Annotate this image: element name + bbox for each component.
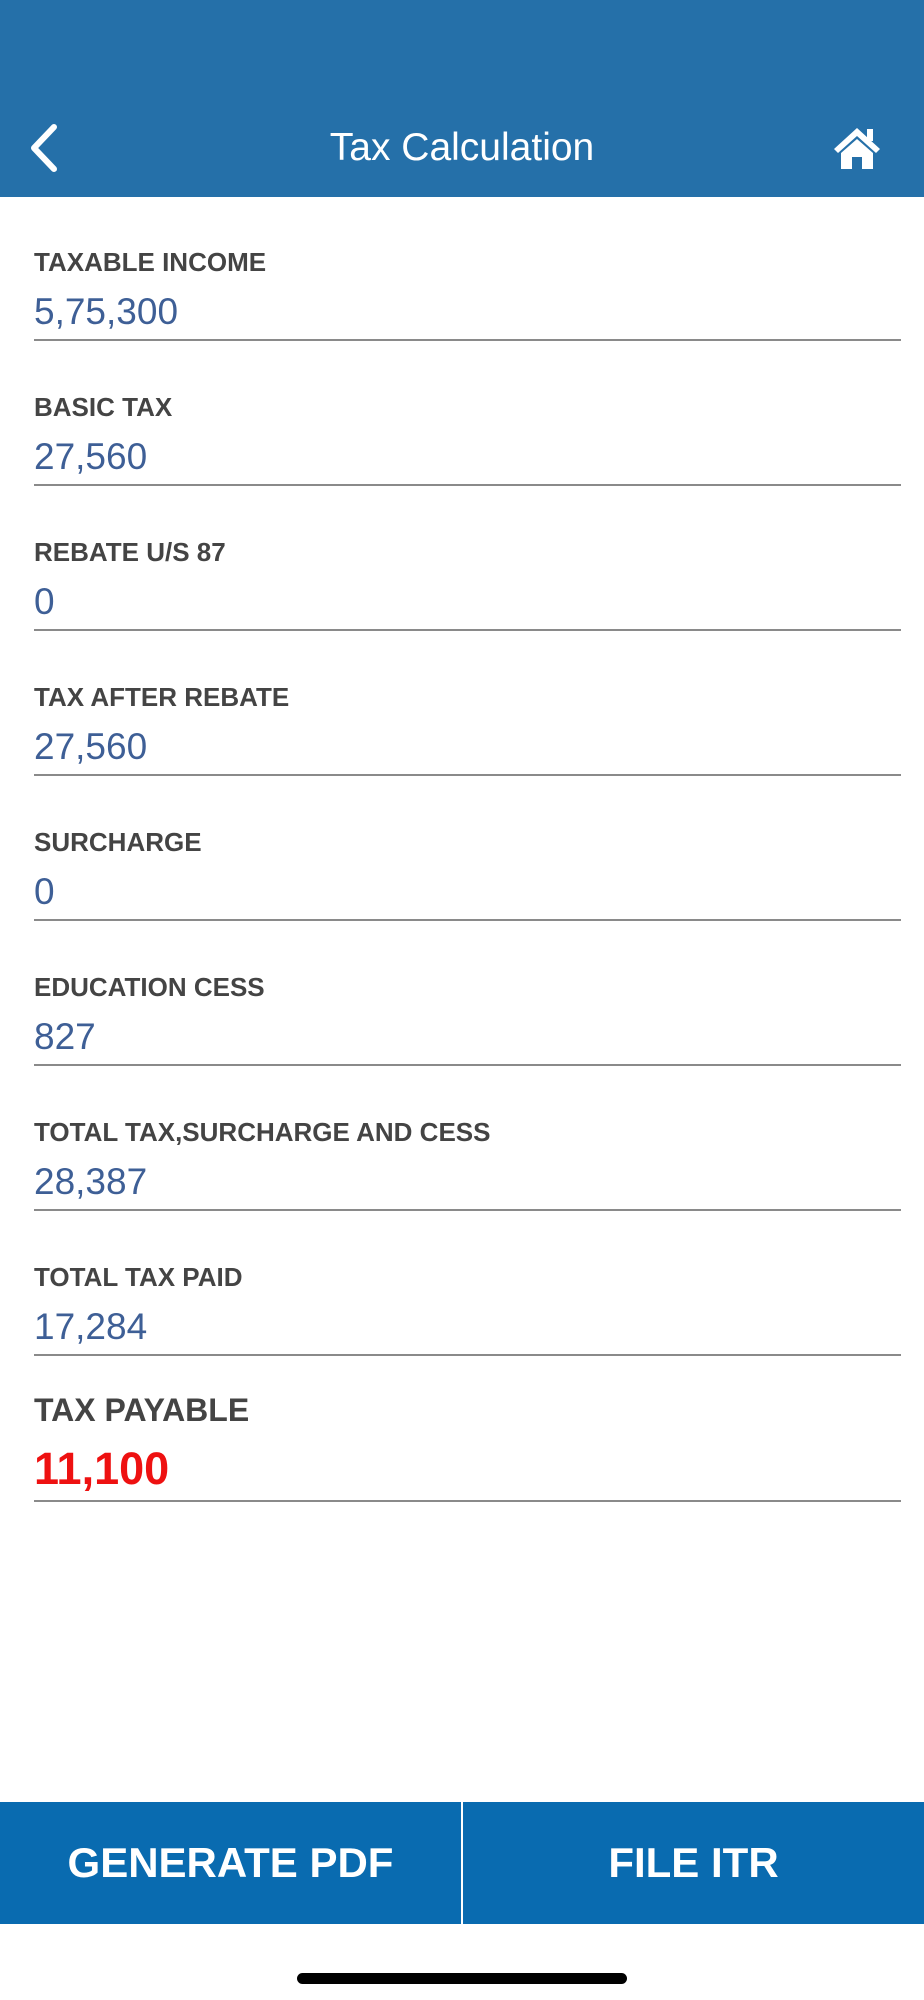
field-tax-after-rebate — [34, 632, 901, 777]
footer-actions — [0, 1802, 924, 1924]
field-value: 17,284 — [34, 1306, 148, 1347]
field-label: SURCHARGE — [34, 827, 202, 857]
field-label: EDUCATION CESS — [34, 972, 265, 1002]
field-value: 0 — [34, 581, 55, 622]
field-taxable-income — [34, 197, 901, 342]
field-label: BASIC TAX — [34, 392, 173, 422]
file-itr-button[interactable]: FILE ITR — [463, 1802, 924, 1924]
home-icon — [833, 126, 881, 170]
field-label: TAXABLE INCOME — [34, 247, 267, 277]
field-surcharge — [34, 777, 901, 922]
field-underline — [34, 919, 901, 921]
field-basic-tax — [34, 342, 901, 487]
tax-payable-label: TAX PAYABLE — [34, 1392, 250, 1428]
tax-fields — [34, 197, 901, 1357]
field-underline — [34, 1209, 901, 1211]
field-label: REBATE U/S 87 — [34, 537, 226, 567]
field-label: TOTAL TAX,SURCHARGE AND CESS — [34, 1117, 491, 1147]
field-underline — [34, 629, 901, 631]
field-value: 0 — [34, 871, 55, 912]
tax-payable — [34, 1362, 901, 1504]
field-total-tax-paid — [34, 1212, 901, 1357]
field-underline — [34, 484, 901, 486]
field-rebate — [34, 487, 901, 632]
generate-pdf-button[interactable]: GENERATE PDF — [0, 1802, 461, 1924]
field-label: TOTAL TAX PAID — [34, 1262, 243, 1292]
field-underline — [34, 1064, 901, 1066]
field-label: TAX AFTER REBATE — [34, 682, 290, 712]
field-underline — [34, 1354, 901, 1356]
field-value: 27,560 — [34, 726, 148, 767]
field-underline — [34, 774, 901, 776]
tax-payable-value: 11,100 — [34, 1443, 170, 1494]
field-value: 28,387 — [34, 1161, 148, 1202]
field-underline — [34, 1500, 901, 1502]
page-title: Tax Calculation — [329, 126, 595, 169]
app-header — [0, 0, 924, 197]
home-button[interactable] — [826, 118, 888, 178]
field-value: 27,560 — [34, 436, 148, 477]
field-total-tax-surcharge-cess — [34, 1067, 901, 1212]
field-value: 827 — [34, 1016, 96, 1057]
field-education-cess — [34, 922, 901, 1067]
field-value: 5,75,300 — [34, 291, 179, 332]
home-indicator[interactable] — [297, 1973, 627, 1984]
field-underline — [34, 339, 901, 341]
